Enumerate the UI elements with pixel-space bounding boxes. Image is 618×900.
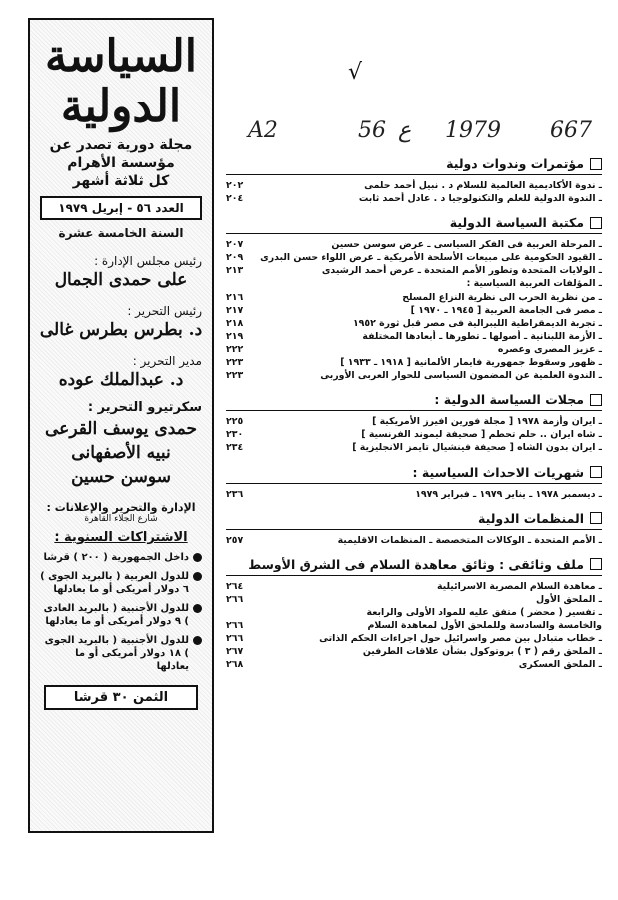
admin-label: الإدارة والتحرير والإعلانات : (46, 501, 196, 514)
toc-entry-title: ـ من نظرية الحرب الى نظرية النزاع المسلح (402, 291, 602, 303)
toc-entry (226, 317, 602, 330)
toc-entry (226, 645, 602, 658)
magazine-logo (40, 32, 202, 132)
secretary-name: حمدى يوسف القرعى (45, 419, 197, 439)
toc-entry-page: ٢٦٤ (226, 580, 244, 592)
hand-code-4: 667 (550, 118, 592, 143)
toc-entry-title: ـ ايران بدون الشاه [ صحيفة فينشيال تايمز الانجليزية ] (352, 442, 602, 454)
description-line: مؤسسة الأهرام (67, 155, 175, 171)
toc-entry (226, 441, 602, 454)
manager-name: د. عبدالملك عوده (58, 370, 184, 390)
toc-entry-page: ٢٥٧ (226, 534, 244, 546)
toc-entry-page: ٢٦٦ (226, 619, 244, 631)
toc-entry (226, 580, 602, 593)
toc-entry-page: ٢١٨ (226, 317, 244, 329)
toc-entry-page: ٢٢٣ (226, 370, 244, 382)
toc-entry (226, 606, 602, 619)
toc-entry (226, 330, 602, 343)
bullet-icon (193, 636, 202, 645)
toc-entry (226, 619, 602, 632)
section-rule (226, 575, 602, 576)
logo-line: الدولية (60, 81, 182, 132)
toc-entry-title: ـ الملحق رقم ( ٣ ) بروتوكول بشأن علاقات الطرفين (362, 646, 602, 658)
toc-entry-title: ـ القيود الحكومية على مبيعات الأسلحة الأمريكية ـ عرض اللواء حسن البدرى (260, 252, 602, 264)
toc-entry-title: ـ عزيز المصرى وعصره (497, 343, 602, 355)
description-line: مجلة دورية تصدر عن (49, 137, 193, 153)
toc-entry-page: ٢٣٤ (226, 442, 244, 454)
toc-entry-page: ٢٠٢ (226, 180, 244, 191)
toc-entry-title: ـ مصر فى الجامعة العربية [ ١٩٤٥ ـ ١٩٧٠ ] (410, 304, 602, 316)
section-title: مؤتمرات وندوات دولية (446, 156, 584, 171)
logo-line: السياسة (44, 31, 198, 82)
toc-entry (226, 658, 602, 671)
section-rule (226, 174, 602, 175)
toc-entry-page: ٢١٩ (226, 330, 244, 342)
price-box: الثمن ٣٠ قرشا (44, 685, 198, 710)
toc-entry-title: ـ معاهدة السلام المصرية الاسرائيلية (436, 580, 602, 592)
hand-code-3: 1979 (445, 118, 501, 143)
section-heading (226, 215, 602, 230)
toc-entry (226, 264, 602, 277)
hand-code-2: ع (398, 118, 412, 143)
toc-entry (226, 488, 602, 501)
toc-entry-title: ـ الملحق الأول (536, 593, 602, 605)
toc-entry-title: ـ ديسمبر ١٩٧٨ ـ يناير ١٩٧٩ ـ فبراير ١٩٧٩ (415, 488, 602, 500)
board-name: على حمدى الجمال (54, 270, 188, 290)
section-rule (226, 483, 602, 484)
section-rule (226, 233, 602, 234)
section-title: المنظمات الدولية (478, 510, 584, 526)
toc-entry (226, 251, 602, 264)
toc-entry (226, 593, 602, 606)
toc-entry-title: ـ الأمم المتحدة ـ الوكالات المتخصصة ـ المنظمات الاقليمية (337, 534, 602, 546)
toc-entry-title: ـ ندوة الأكاديمية العالمية للسلام د . نبيل أحمد حلمى (364, 180, 602, 191)
hand-code-0: A2 (248, 118, 278, 143)
section-heading (226, 392, 602, 407)
toc-entry-title: ـ شاه ايران .. حلم تحطم [ صحيفة ليموند الفرنسية ] (361, 429, 602, 441)
issue-year: السنة الخامسة عشرة (58, 226, 184, 240)
toc-entry-page: ٢٣٠ (226, 429, 244, 441)
subscription-text: للدول الأجنبية ( بالبريد العادى ) ٩ دولار أمريكى أو ما يعادلها (43, 603, 189, 627)
toc-entry-title: ـ الندوة الدولية للعلم والتكنولوجيا د . عادل أحمد ثابت (358, 193, 602, 205)
toc-entry-title: ـ تجربة الديمقراطية الليبرالية فى مصر قبل ثورة ١٩٥٢ (352, 317, 602, 329)
section-rule (226, 410, 602, 411)
toc-entry-title: ـ ظهور وسقوط جمهورية فايمار الألمانية [ ١٩١٨ ـ ١٩٣٣ ] (340, 357, 602, 369)
checkbox-square-icon (590, 217, 602, 229)
toc-entry-page: ٢٦٦ (226, 593, 244, 605)
checkbox-square-icon (590, 512, 602, 524)
toc-entry-title: والخامسة والسادسة وللملحق الأول لمعاهدة السلام (367, 619, 602, 631)
toc-entry-page: ٢١٧ (226, 304, 244, 316)
toc-entry (226, 291, 602, 304)
checkbox-square-icon (590, 394, 602, 406)
subscription-item (40, 634, 202, 673)
section-heading (226, 156, 602, 171)
toc-entry-title: ـ الندوة العلمية عن المضمون السياسى للحوار العربى الأوربى (320, 370, 602, 382)
toc-entry-page: ٢٢٢ (226, 343, 244, 355)
section-heading (226, 465, 602, 480)
toc-entry (226, 428, 602, 441)
checkbox-square-icon (590, 466, 602, 478)
toc-entry-page: ٢١٦ (226, 291, 244, 303)
toc-entry (226, 192, 602, 205)
toc-entry-page: ٢٢٣ (226, 357, 244, 369)
description-line: كل ثلاثة أشهر (72, 173, 170, 189)
toc-entry (226, 277, 602, 290)
section-heading (226, 511, 602, 526)
toc-entry-page: ٢٦٧ (226, 646, 244, 658)
manager-label: مدير التحرير : (132, 354, 202, 368)
bullet-icon (193, 572, 202, 581)
admin-address: شارع الجلاء القاهرة (84, 514, 158, 524)
bullet-icon (193, 553, 202, 562)
editor-name: د. بطرس بطرس غالى (39, 320, 203, 340)
editor-label: رئيس التحرير : (127, 304, 202, 318)
section-heading (226, 557, 602, 572)
checkbox-square-icon (590, 558, 602, 570)
subscription-text: للدول الأجنبية ( بالبريد الجوى ) ١٨ دولار أمريكى أو ما يعادلها (44, 635, 189, 672)
toc-entry (226, 356, 602, 369)
checkbox-square-icon (590, 158, 602, 170)
handwritten-check: √ (348, 60, 363, 85)
toc-entry-page: ٢٠٩ (226, 252, 244, 264)
subscription-text: داخل الجمهورية ( ٢٠٠ ) قرشا (43, 552, 189, 563)
section-title: مكتبة السياسة الدولية (449, 215, 584, 231)
toc-entry-title: ـ المرحلة العربية فى الفكر السياسى ـ عرض سوسن حسين (331, 239, 602, 251)
table-of-contents (226, 150, 602, 840)
secretary-name: نبيه الأصفهانى (71, 443, 171, 463)
toc-entry (226, 304, 602, 317)
section-title: ملف وثائقى : وثائق معاهدة السلام فى الشرق الأوسط (248, 556, 584, 572)
subscription-item (40, 602, 202, 628)
toc-entry-title: ـ ايران وأزمة ١٩٧٨ [ مجلة فورين افيرز الأمريكية ] (372, 416, 602, 428)
masthead-sidebar (28, 18, 214, 833)
secretaries-label: سكرتيرو التحرير : (87, 400, 202, 415)
section-title: شهريات الاحداث السياسية : (412, 464, 584, 480)
toc-entry-page: ٢٦٦ (226, 633, 244, 645)
secretary-name: سوسن حسين (71, 467, 171, 487)
issue-number: العدد ٥٦ - إبريل ١٩٧٩ (40, 196, 202, 220)
toc-entry-page: ٢٣٦ (226, 488, 244, 500)
toc-entry-title: ـ المؤلفات العربية السياسية : (466, 278, 602, 290)
toc-entry (226, 238, 602, 251)
magazine-description (38, 136, 204, 190)
toc-entry-page: ٢٢٥ (226, 416, 244, 428)
section-rule (226, 529, 602, 530)
toc-entry (226, 632, 602, 645)
hand-code-1: 56 (358, 118, 386, 143)
toc-entry-page: ٢٦٨ (226, 659, 244, 671)
subscriptions-title: الاشتراكات السنوية : (54, 530, 188, 545)
toc-entry-title: ـ الملحق العسكرى (518, 659, 602, 671)
toc-entry (226, 343, 602, 356)
toc-entry-title: ـ تفسير ( محضر ) متفق عليه للمواد الأولى والرابعة (366, 606, 602, 618)
subscription-item (40, 570, 202, 596)
section-title: مجلات السياسة الدولية : (434, 392, 584, 408)
toc-entry-title: ـ الولايات المتحدة وتطور الأمم المتحدة ـ عرض أحمد الرشيدى (321, 265, 602, 277)
toc-entry (226, 179, 602, 192)
bullet-icon (193, 604, 202, 613)
toc-entry-title: ـ خطاب متبادل بين مصر واسرائيل حول اجراءات الحكم الذاتى (319, 633, 602, 645)
subscription-item (40, 551, 202, 564)
toc-entry-page: ٢١٣ (226, 265, 244, 277)
toc-entry (226, 534, 602, 547)
toc-entry-page: ٢٠٤ (226, 193, 244, 205)
toc-entry-page: ٢٠٧ (226, 239, 244, 251)
subscription-text: للدول العربية ( بالبريد الجوى ) ٦ دولار أمريكى أو ما يعادلها (40, 571, 189, 595)
handwritten-catalog-code (240, 112, 600, 150)
toc-entry-title: ـ الأزمة اللبنانية ـ أصولها ـ تطورها ـ أبعادها المختلفة (362, 330, 602, 342)
board-label: رئيس مجلس الإدارة : (94, 254, 202, 268)
toc-entry (226, 415, 602, 428)
toc-entry (226, 369, 602, 382)
